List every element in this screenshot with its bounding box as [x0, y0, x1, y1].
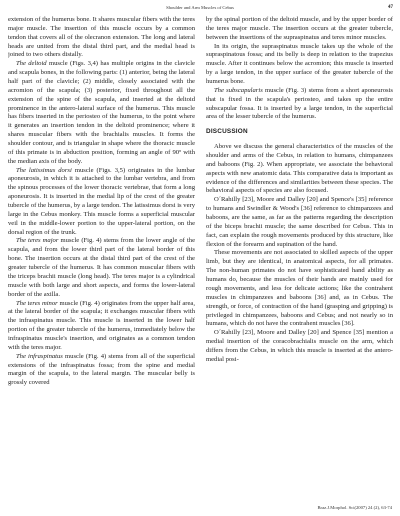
- left-column: [8, 16, 195, 504]
- section-heading-discussion: DISCUSSION: [206, 128, 248, 136]
- journal-citation: Braz.J.Morphol. Sci(2007) 24 (2), 63-74: [317, 505, 392, 510]
- paragraph-infraspinatus-end: by the spinal portion of the deltoid muscle, and by the upper border of the teres major muscle. The insertion occurs at the greater tubercle, between the insertions of the supraspinatus and teres minor muscles.: [206, 16, 393, 41]
- running-head: Shoulder and Arm Muscles of Cebus: [166, 5, 234, 10]
- paragraph-coracobrachialis: O´Rahilly [23], Moore and Dalley [20] and Spence [35] mention a medial insertion of the coracobrachialis muscle on the arm, which differs from the Cebus, in which this muscle is inserted at the antero-medial posi-: [206, 329, 393, 363]
- paragraph-deltoid: The deltoid muscle (Figs. 3,4) has multiple origins in the clavicle and scapula bones, in the following parts: (1) anterior, being the lateral half part of the clavicle; (2) middle, closely associated with the acromion of the scapula; (3) posterior, fixed throughout all the extension of the spine of the scapula, and inserted at the deltoid prominence in the antero-lateral surface of the humerus. This muscle has fibers inserted in the periosteo of the humerus, to the point where it generates an insertion tendon in the deltoid prominence; where it shares muscular fibers with the brachialis muscles. It forms the shoulder contour, and is triangular in shape where the thoracic muscle of this primate is in abduction position, forming an angle of 90º with the median axis of the body.: [8, 60, 195, 165]
- paragraph-subscapularis: The subscapularis muscle (Fig. 3) stems from a short aponeurosis that is fixed in the scapula's periosteo, and takes up the entire subscapular fossa. It is inserted by a large tendon, in the superficial area of the lesser tubercle of the humerus.: [206, 86, 393, 121]
- term-infraspinatus: The infraspinatus: [16, 352, 63, 360]
- paragraph-triceps-end: extension of the humerus bone. It shares muscular fibers with the teres major muscle. The insertion of this muscle occurs by a common tendon that covers all of the olecranon extension. The long and lateral heads are united from the distal third part, and the medial head is joined to two others distally.: [8, 16, 195, 59]
- paragraph-biceps-comparison: O´Rahilly [23], Moore and Dalley [20] and Spence's [35] reference to humans and Swindler & Wood's [36] reference to chimpanzees and baboons, are the same, as far as the patterns regarding the description of the biceps brachii muscle; the same described for Cebus. This in fact, can explain the rough movements produced by this structure, like flexion of the forearm and supination of the hand.: [206, 196, 393, 248]
- paragraph-supraspinatus: In its origin, the supraspinatus muscle takes up the whole of the supraspinatous fossa; and its belly is deep in relation to the trapezius muscle. After it continues below the acromion; this muscle is inserted by a large tendon, in the upper surface of the greater tubercle of the humerus bone.: [206, 42, 393, 86]
- paragraph-discussion-intro: Above we discuss the general characteristics of the muscles of the shoulder and arms of the Cebus, in relation to humans, chimpanzees and baboons (Fig. 2). When appropriate, we associate the behavioral aspects with new anatomic data. This comparative data is important as evidence of the differences and similarities between these species. The behavioral aspects of species are also focused.: [206, 143, 393, 195]
- paragraph-latissimus-dorsi: The latissimus dorsi muscle (Figs. 3,5) originates in the lumbar aponeurosis, in which it is attached to the lumbar vertebra, and from the spinous processes of the lower thoracic vertebrae, that form a long aponeurosis. It is inserted in the medial lip of the crest of the greater tubercle of the humerus, by a large tendon. The latissimus dorsi is very large in the Cebus monkey. This muscle forms a superficial muscular veil in the middle-lower portion to the upper-lateral portion, on the dorsal region of the trunk.: [8, 166, 195, 236]
- term-teres-major: The teres major: [16, 237, 59, 245]
- term-deltoid: The deltoid: [16, 60, 47, 68]
- paragraph-teres-major: The teres major muscle (Fig. 4) stems from the lower angle of the scapula, and from the lower third part of the lateral border of this bone. The insertion occurs at the distal third part of the crest of the greater tubercle of the humerus. It has common muscular fibers with the triceps brachii muscle (long head). The teres major is a cylindrical muscle with both large and short aspects, and forms the lower-lateral border of the axilla.: [8, 237, 195, 298]
- term-latissimus-dorsi: The latissimus dorsi: [16, 166, 72, 174]
- right-column: [206, 16, 393, 504]
- term-subscapularis: The subscapularis: [214, 86, 263, 94]
- paragraph-hand-movements: These movements are not associated to skilled aspects of the upper limb, but they are identical, in anatomical aspects, for all primates. The non-human primates do not have sophisticated hand ability as humans do, because the muscles of their hands are mainly used for rough movements, and less for delicate actions; like the contrahent muscles in chimpanzees and baboons [36] and, as in Cebus. The strength, or force, of contraction of the hand (grasping and gripping) is privileged in chimpanzees, baboons and Cebus; and not nearly so in humans, which do not have the contrahent muscles [36].: [206, 249, 393, 328]
- paragraph-teres-minor: The teres minor muscle (Fig. 4) originates from the upper half area, at the lateral border of the scapula; it exchanges muscular fibers with the infraspinatus muscle. This muscle is inserted in the lower half portion of the greater tubercle of the humerus, immediately below the infraspinatus muscle's insertion, and originates as a common tendon with the teres major.: [8, 299, 195, 351]
- page-number: 47: [388, 5, 393, 10]
- paragraph-infraspinatus: The infraspinatus muscle (Fig. 4) stems from all of the superficial extensions of the infraspinatus fossa; from the spine and medial margin of the scapula, to the lateral margin. The muscular belly is grossly covered: [8, 352, 195, 387]
- term-teres-minor: The teres minor: [16, 299, 58, 307]
